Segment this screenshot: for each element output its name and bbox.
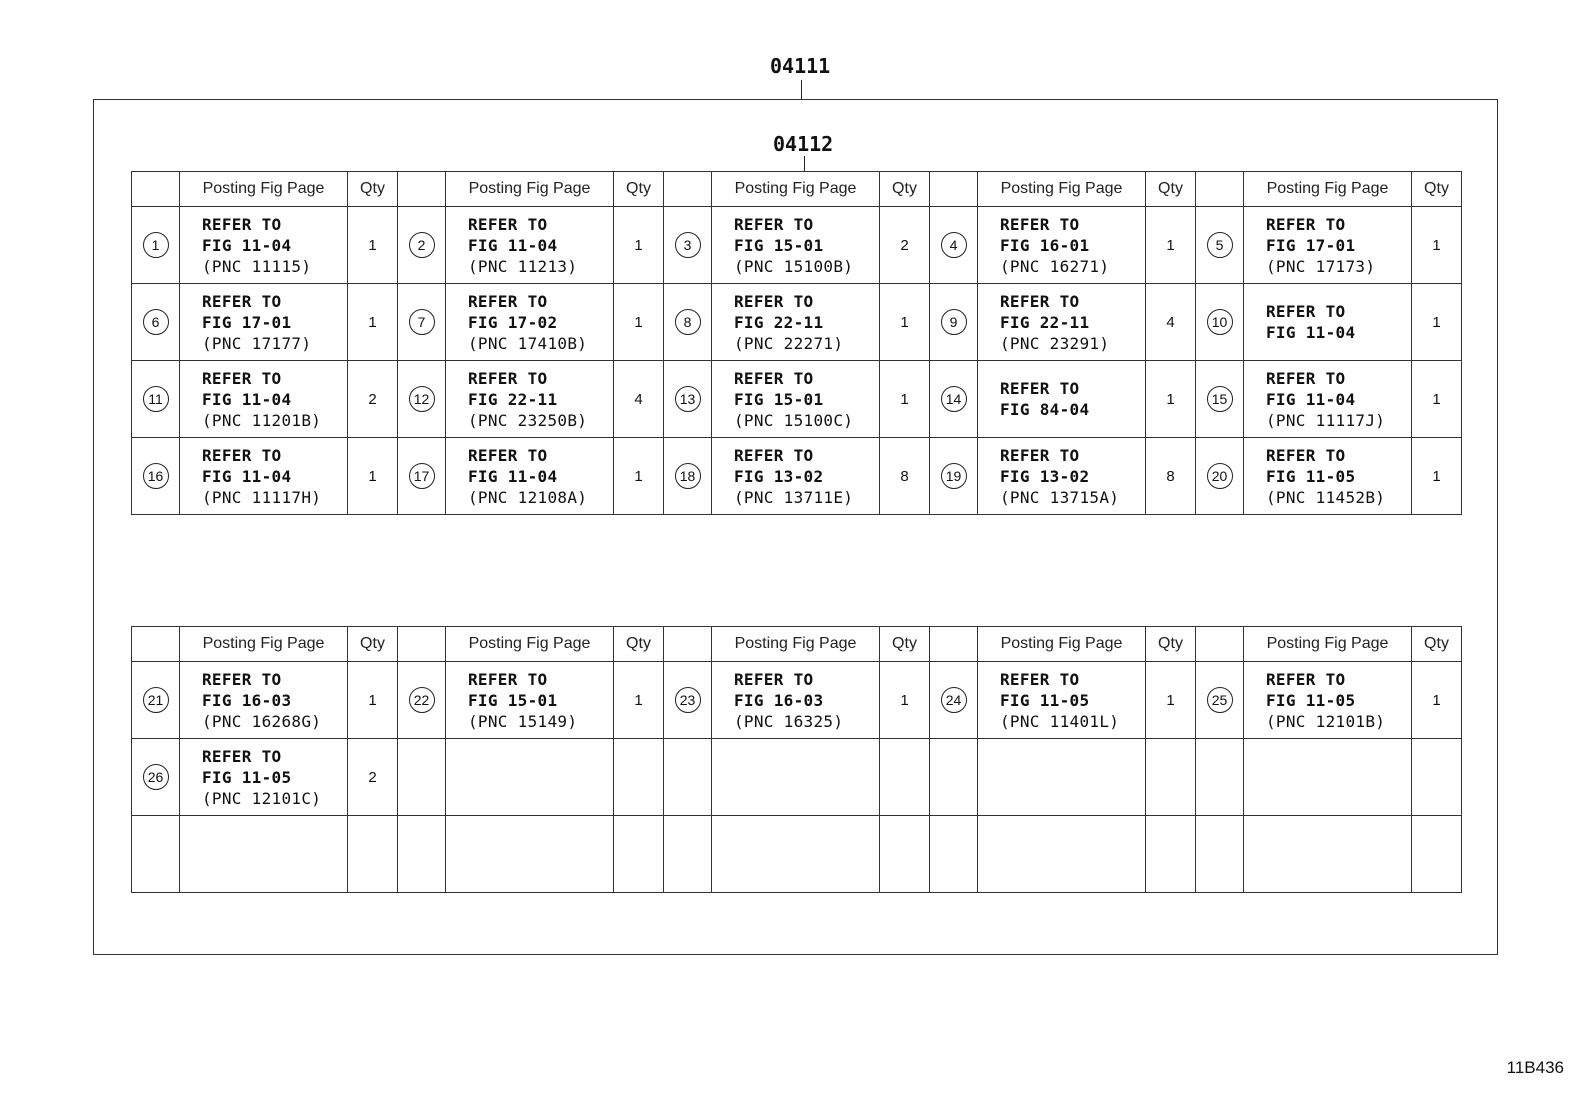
qty-cell: 1: [614, 438, 664, 515]
item-index-cell: [132, 816, 180, 893]
item-number-badge: 10: [1207, 309, 1233, 335]
fig-reference: FIG 11-04: [468, 466, 558, 486]
header-qty: Qty: [1146, 172, 1196, 207]
fig-reference: FIG 16-01: [1000, 235, 1090, 255]
qty-cell: 8: [1146, 438, 1196, 515]
reference-cell: [978, 816, 1146, 893]
refer-to-text: REFER TO: [202, 445, 282, 465]
fig-reference: FIG 13-02: [734, 466, 824, 486]
item-index-cell: [1196, 816, 1244, 893]
item-index-cell: [398, 816, 446, 893]
item-index-cell: [1196, 662, 1244, 739]
item-index-cell: [132, 361, 180, 438]
fig-reference: FIG 15-01: [734, 235, 824, 255]
fig-reference: FIG 17-02: [468, 312, 558, 332]
item-index-cell: [1196, 207, 1244, 284]
refer-to-text: REFER TO: [1000, 445, 1080, 465]
refer-to-text: REFER TO: [1266, 445, 1346, 465]
item-number-badge: 24: [941, 687, 967, 713]
table-row: [132, 284, 1462, 361]
refer-to-text: REFER TO: [734, 669, 814, 689]
item-number-badge: 13: [675, 386, 701, 412]
qty-cell: [614, 739, 664, 816]
item-index-cell: [398, 662, 446, 739]
item-index-cell: [930, 207, 978, 284]
item-number-badge: 4: [941, 232, 967, 258]
item-index-cell: [398, 361, 446, 438]
table-row: [132, 438, 1462, 515]
qty-cell: 2: [880, 207, 930, 284]
reference-cell: [446, 438, 614, 515]
item-index-cell: [398, 207, 446, 284]
item-number-badge: 12: [409, 386, 435, 412]
fig-reference: FIG 11-05: [1000, 690, 1090, 710]
header-qty: Qty: [1412, 172, 1462, 207]
pnc-number: (PNC 15100B): [734, 256, 854, 276]
item-number-badge: 6: [143, 309, 169, 335]
header-qty: Qty: [614, 172, 664, 207]
qty-cell: 4: [614, 361, 664, 438]
qty-cell: 1: [880, 284, 930, 361]
reference-cell: [446, 361, 614, 438]
reference-cell: [978, 662, 1146, 739]
fig-reference: FIG 11-04: [468, 235, 558, 255]
reference-cell: [1244, 207, 1412, 284]
reference-cell: [1244, 361, 1412, 438]
item-number-badge: 8: [675, 309, 701, 335]
qty-cell: [1412, 816, 1462, 893]
item-index-cell: [930, 739, 978, 816]
qty-cell: 1: [1146, 207, 1196, 284]
header-qty: Qty: [880, 627, 930, 662]
pnc-number: (PNC 17173): [1266, 256, 1376, 276]
reference-cell: [180, 662, 348, 739]
refer-to-text: REFER TO: [1000, 379, 1080, 398]
fig-reference: FIG 16-03: [734, 690, 824, 710]
fig-reference: FIG 84-04: [1000, 400, 1090, 419]
refer-to-text: REFER TO: [202, 291, 282, 311]
fig-reference: FIG 16-03: [202, 690, 292, 710]
qty-cell: 1: [348, 207, 398, 284]
header-qty: Qty: [614, 627, 664, 662]
qty-cell: [1412, 739, 1462, 816]
item-index-cell: [664, 438, 712, 515]
table-row: [132, 361, 1462, 438]
reference-cell: [978, 739, 1146, 816]
refer-to-text: REFER TO: [734, 368, 814, 388]
qty-cell: 1: [880, 662, 930, 739]
header-index: [132, 172, 180, 207]
item-number-badge: 23: [675, 687, 701, 713]
item-number-badge: 15: [1207, 386, 1233, 412]
item-number-badge: 2: [409, 232, 435, 258]
fig-reference: FIG 11-05: [1266, 690, 1356, 710]
item-index-cell: [1196, 361, 1244, 438]
pnc-number: (PNC 17410B): [468, 333, 588, 353]
pnc-number: (PNC 13715A): [1000, 487, 1120, 507]
item-number-badge: 1: [143, 232, 169, 258]
item-index-cell: [664, 739, 712, 816]
qty-cell: 1: [614, 284, 664, 361]
reference-cell: [446, 739, 614, 816]
item-index-cell: [930, 662, 978, 739]
item-index-cell: [132, 438, 180, 515]
qty-cell: 8: [880, 438, 930, 515]
reference-cell: [1244, 284, 1412, 361]
reference-cell: [978, 284, 1146, 361]
qty-cell: 2: [348, 739, 398, 816]
item-number-badge: 19: [941, 463, 967, 489]
reference-cell: [446, 662, 614, 739]
label-04112: 04112: [773, 132, 834, 156]
refer-to-text: REFER TO: [1266, 302, 1346, 321]
reference-cell: [712, 816, 880, 893]
reference-cell: [712, 207, 880, 284]
reference-cell: [180, 438, 348, 515]
item-number-badge: 16: [143, 463, 169, 489]
item-number-badge: 5: [1207, 232, 1233, 258]
item-index-cell: [664, 662, 712, 739]
pnc-number: (PNC 17177): [202, 333, 312, 353]
header-row: [132, 627, 1462, 662]
pnc-number: (PNC 11213): [468, 256, 578, 276]
pnc-number: (PNC 23291): [1000, 333, 1110, 353]
item-index-cell: [398, 438, 446, 515]
item-index-cell: [1196, 284, 1244, 361]
header-posting-fig-page: Posting Fig Page: [978, 172, 1146, 207]
header-posting-fig-page: Posting Fig Page: [446, 627, 614, 662]
qty-cell: 1: [880, 361, 930, 438]
fig-reference: FIG 15-01: [468, 690, 558, 710]
reference-cell: [180, 284, 348, 361]
item-index-cell: [398, 284, 446, 361]
reference-cell: [446, 207, 614, 284]
reference-cell: [1244, 739, 1412, 816]
fig-reference: FIG 11-04: [202, 389, 292, 409]
header-index: [930, 172, 978, 207]
qty-cell: 2: [348, 361, 398, 438]
reference-cell: [180, 816, 348, 893]
pnc-number: (PNC 11115): [202, 256, 312, 276]
pnc-number: (PNC 11201B): [202, 410, 322, 430]
item-index-cell: [132, 284, 180, 361]
refer-to-text: REFER TO: [202, 214, 282, 234]
reference-cell: [978, 207, 1146, 284]
item-number-badge: 11: [143, 386, 169, 412]
reference-cell: [1244, 662, 1412, 739]
fig-reference: FIG 15-01: [734, 389, 824, 409]
item-index-cell: [664, 361, 712, 438]
header-posting-fig-page: Posting Fig Page: [712, 627, 880, 662]
reference-cell: [180, 207, 348, 284]
reference-cell: [978, 438, 1146, 515]
pnc-number: (PNC 23250B): [468, 410, 588, 430]
reference-cell: [180, 361, 348, 438]
pnc-number: (PNC 11117H): [202, 487, 322, 507]
pnc-number: (PNC 13711E): [734, 487, 854, 507]
reference-cell: [1244, 438, 1412, 515]
fig-reference: FIG 11-05: [1266, 466, 1356, 486]
table-row: [132, 662, 1462, 739]
pnc-number: (PNC 11401L): [1000, 711, 1120, 731]
qty-cell: 1: [348, 438, 398, 515]
refer-to-text: REFER TO: [734, 291, 814, 311]
qty-cell: 1: [614, 662, 664, 739]
item-index-cell: [664, 207, 712, 284]
reference-cell: [712, 361, 880, 438]
item-number-badge: 18: [675, 463, 701, 489]
header-qty: Qty: [348, 627, 398, 662]
item-number-badge: 9: [941, 309, 967, 335]
item-index-cell: [930, 438, 978, 515]
item-number-badge: 7: [409, 309, 435, 335]
item-number-badge: 3: [675, 232, 701, 258]
pnc-number: (PNC 11452B): [1266, 487, 1386, 507]
parts-table-1: [131, 171, 1462, 515]
drawing-code: 11B436: [1506, 1058, 1564, 1077]
header-index: [930, 627, 978, 662]
qty-cell: 1: [1146, 361, 1196, 438]
header-index: [664, 627, 712, 662]
fig-reference: FIG 11-04: [202, 235, 292, 255]
item-index-cell: [1196, 438, 1244, 515]
fig-reference: FIG 11-05: [202, 767, 292, 787]
reference-cell: [978, 361, 1146, 438]
refer-to-text: REFER TO: [1000, 214, 1080, 234]
qty-cell: [880, 739, 930, 816]
qty-cell: 1: [1146, 662, 1196, 739]
fig-reference: FIG 17-01: [202, 312, 292, 332]
pnc-number: (PNC 22271): [734, 333, 844, 353]
table-row: [132, 207, 1462, 284]
qty-cell: 1: [1412, 662, 1462, 739]
qty-cell: 1: [614, 207, 664, 284]
reference-cell: [1244, 816, 1412, 893]
item-number-badge: 25: [1207, 687, 1233, 713]
reference-cell: [446, 816, 614, 893]
refer-to-text: REFER TO: [1266, 214, 1346, 234]
qty-cell: 4: [1146, 284, 1196, 361]
qty-cell: 1: [348, 284, 398, 361]
header-row: [132, 172, 1462, 207]
pnc-number: (PNC 12101B): [1266, 711, 1386, 731]
refer-to-text: REFER TO: [1266, 368, 1346, 388]
fig-reference: FIG 11-04: [202, 466, 292, 486]
pnc-number: (PNC 16268G): [202, 711, 322, 731]
fig-reference: FIG 22-11: [734, 312, 824, 332]
qty-cell: [880, 816, 930, 893]
refer-to-text: REFER TO: [1000, 291, 1080, 311]
header-posting-fig-page: Posting Fig Page: [1244, 172, 1412, 207]
pnc-number: (PNC 16271): [1000, 256, 1110, 276]
reference-cell: [446, 284, 614, 361]
refer-to-text: REFER TO: [468, 368, 548, 388]
refer-to-text: REFER TO: [1266, 669, 1346, 689]
item-number-badge: 20: [1207, 463, 1233, 489]
item-index-cell: [1196, 739, 1244, 816]
item-number-badge: 14: [941, 386, 967, 412]
reference-cell: [180, 739, 348, 816]
refer-to-text: REFER TO: [468, 445, 548, 465]
item-number-badge: 17: [409, 463, 435, 489]
reference-cell: [712, 739, 880, 816]
header-posting-fig-page: Posting Fig Page: [180, 172, 348, 207]
pnc-number: (PNC 12108A): [468, 487, 588, 507]
fig-reference: FIG 11-04: [1266, 323, 1356, 342]
leader-line-04112: [804, 156, 805, 171]
table-row: [132, 816, 1462, 893]
item-index-cell: [398, 739, 446, 816]
item-index-cell: [132, 739, 180, 816]
qty-cell: 1: [348, 662, 398, 739]
qty-cell: 1: [1412, 207, 1462, 284]
item-index-cell: [132, 662, 180, 739]
item-index-cell: [930, 816, 978, 893]
item-index-cell: [132, 207, 180, 284]
qty-cell: 1: [1412, 361, 1462, 438]
item-number-badge: 26: [143, 764, 169, 790]
fig-reference: FIG 22-11: [468, 389, 558, 409]
header-index: [132, 627, 180, 662]
refer-to-text: REFER TO: [468, 291, 548, 311]
header-qty: Qty: [1146, 627, 1196, 662]
item-index-cell: [664, 816, 712, 893]
header-posting-fig-page: Posting Fig Page: [1244, 627, 1412, 662]
header-posting-fig-page: Posting Fig Page: [446, 172, 614, 207]
reference-cell: [712, 438, 880, 515]
header-index: [398, 172, 446, 207]
pnc-number: (PNC 11117J): [1266, 410, 1386, 430]
header-posting-fig-page: Posting Fig Page: [978, 627, 1146, 662]
pnc-number: (PNC 16325): [734, 711, 844, 731]
qty-cell: [1146, 816, 1196, 893]
pnc-number: (PNC 15149): [468, 711, 578, 731]
item-index-cell: [930, 284, 978, 361]
fig-reference: FIG 17-01: [1266, 235, 1356, 255]
qty-cell: [348, 816, 398, 893]
header-qty: Qty: [1412, 627, 1462, 662]
refer-to-text: REFER TO: [734, 214, 814, 234]
header-index: [1196, 172, 1244, 207]
header-index: [398, 627, 446, 662]
header-posting-fig-page: Posting Fig Page: [712, 172, 880, 207]
qty-cell: [1146, 739, 1196, 816]
pnc-number: (PNC 15100C): [734, 410, 854, 430]
parts-table-2: [131, 626, 1462, 893]
refer-to-text: REFER TO: [202, 669, 282, 689]
header-qty: Qty: [348, 172, 398, 207]
header-index: [1196, 627, 1244, 662]
refer-to-text: REFER TO: [202, 368, 282, 388]
header-posting-fig-page: Posting Fig Page: [180, 627, 348, 662]
header-index: [664, 172, 712, 207]
label-04111: 04111: [770, 54, 831, 78]
refer-to-text: REFER TO: [468, 669, 548, 689]
reference-cell: [712, 662, 880, 739]
item-number-badge: 22: [409, 687, 435, 713]
refer-to-text: REFER TO: [468, 214, 548, 234]
header-qty: Qty: [880, 172, 930, 207]
qty-cell: 1: [1412, 438, 1462, 515]
qty-cell: 1: [1412, 284, 1462, 361]
qty-cell: [614, 816, 664, 893]
fig-reference: FIG 11-04: [1266, 389, 1356, 409]
item-index-cell: [930, 361, 978, 438]
fig-reference: FIG 13-02: [1000, 466, 1090, 486]
table-row: [132, 739, 1462, 816]
leader-line-04111: [801, 80, 802, 99]
refer-to-text: REFER TO: [202, 746, 282, 766]
item-number-badge: 21: [143, 687, 169, 713]
reference-cell: [712, 284, 880, 361]
refer-to-text: REFER TO: [1000, 669, 1080, 689]
item-index-cell: [664, 284, 712, 361]
refer-to-text: REFER TO: [734, 445, 814, 465]
fig-reference: FIG 22-11: [1000, 312, 1090, 332]
pnc-number: (PNC 12101C): [202, 788, 322, 808]
